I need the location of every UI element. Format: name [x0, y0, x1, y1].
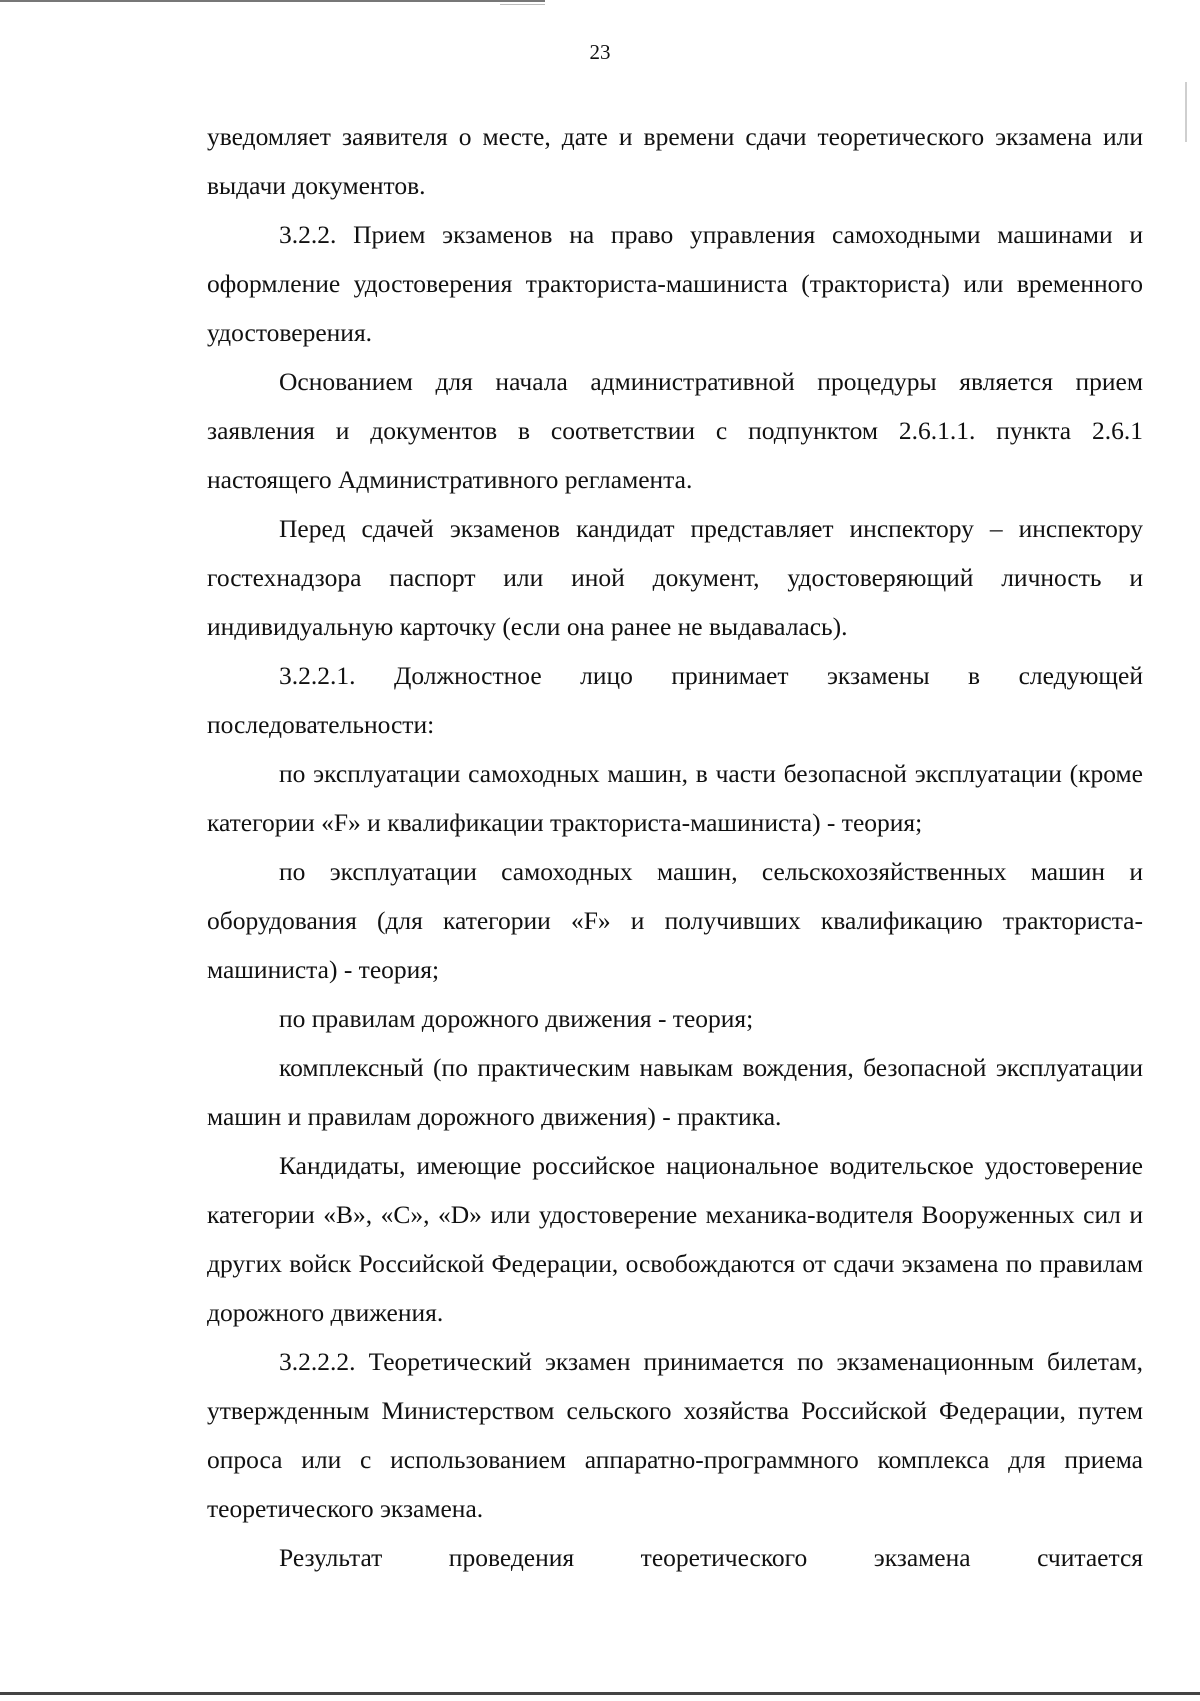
- scan-edge-right: [1185, 82, 1187, 142]
- page-number: 23: [589, 40, 611, 64]
- list-item-exam-agricultural: по эксплуатации самоходных машин, сельскохозяйственных машин и оборудования (для категории «F» и получивших квалификацию тракториста-машиниста) - теория;: [207, 857, 1143, 984]
- paragraph-section-3-2-2-1: 3.2.2.1. Должностное лицо принимает экзамены в следующей последовательности:: [207, 661, 1143, 739]
- paragraph-section-3-2-2-2: 3.2.2.2. Теоретический экзамен принимается по экзаменационным билетам, утвержденным Министерством сельского хозяйства Российской Федерации, путем опроса или с использованием аппаратно-программного комплекса для приема теоретического экзамена.: [207, 1347, 1143, 1523]
- scan-edge-top: [0, 0, 545, 2]
- list-item-exam-traffic-rules: по правилам дорожного движения - теория;: [279, 1004, 754, 1033]
- list-item-exam-practical: комплексный (по практическим навыкам вождения, безопасной эксплуатации машин и правилам дорожного движения) - практика.: [207, 1053, 1143, 1131]
- document-body: [207, 112, 1143, 1582]
- list-item-exam-safety: по эксплуатации самоходных машин, в части безопасной эксплуатации (кроме категории «F» и квалификации тракториста-машиниста) - теория;: [207, 759, 1143, 837]
- paragraph-grounds: Основанием для начала административной процедуры является прием заявления и документов в соответствии с подпунктом 2.6.1.1. пункта 2.6.1 настоящего Административного регламента.: [207, 367, 1143, 494]
- scan-edge-top-faint: [500, 4, 545, 5]
- paragraph-section-3-2-2: 3.2.2. Прием экзаменов на право управления самоходными машинами и оформление удостоверения тракториста-машиниста (тракториста) или временного удостоверения.: [207, 220, 1143, 347]
- paragraph-exemption: Кандидаты, имеющие российское национальное водительское удостоверение категории «B», «C», «D» или удостоверение механика-водителя Вооруженных сил и других войск Российской Федерации, освобождаются от сдачи экзамена по правилам дорожного движения.: [207, 1151, 1143, 1327]
- paragraph-continuation: уведомляет заявителя о месте, дате и времени сдачи теоретического экзамена или выдачи документов.: [207, 122, 1143, 200]
- paragraph-result: Результат проведения теоретического экзамена считается: [279, 1543, 1143, 1572]
- paragraph-candidate-documents: Перед сдачей экзаменов кандидат представляет инспектору – инспектору гостехнадзора паспорт или иной документ, удостоверяющий личность и индивидуальную карточку (если она ранее не выдавалась).: [207, 514, 1143, 641]
- scan-edge-bottom: [0, 1692, 1200, 1695]
